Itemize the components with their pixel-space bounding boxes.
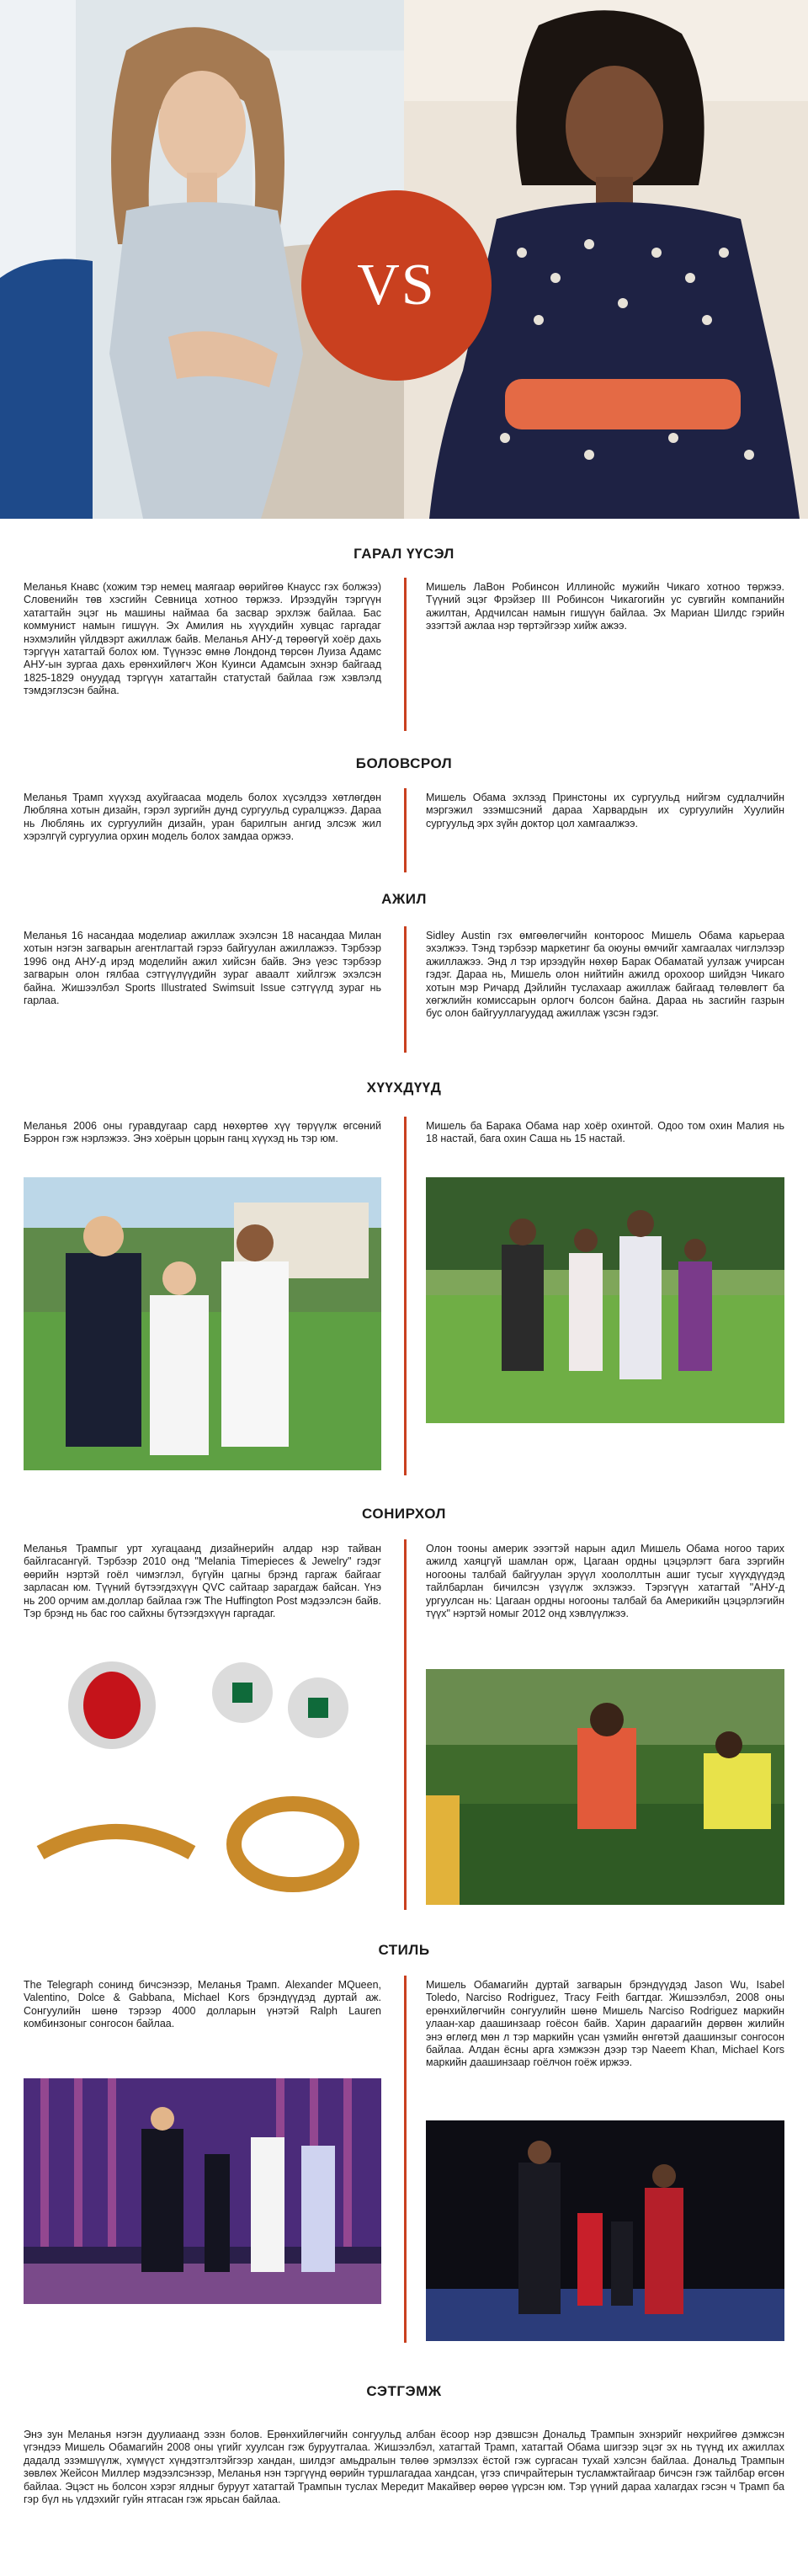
children-left-text: Меланья 2006 оны гуравдугаар сард нөхөртөө хүү төрүүлж өгсөний Бэррон гэж нэрлэжээ. Энэ хоёрын цорын ганц хүүхэд нь тэр юм. (24, 1120, 381, 1145)
section-divider (404, 578, 407, 731)
mindset-text: Энэ зун Меланья нэгэн дуулиаанд ээзн болов. Ерөнхийлөгчийн сонгуульд албан ёсоор нэр дэвшсэн Дональд Трампын эхнэрийг нөхрийгөө дэмжсэн үгэндээ Мишель Обамагийн 2008 оны үгийг хуулсан гэж буруутгалаа. Жишээлбэл, хатагтай Трамп, хатагтай Обама шигээр эцэг эх нь түүнд их ажиллах дадалд эзэмшүүлж, хүмүүст хүндэтгэлтэйгээр хандан, шилдэг амьдралын төлөө эрмэлзэх ёстой гэж сургасан тухай хэлсэн байлаа. Дональд Трампын зөвлөх Жейсон Миллер мэдээлсэнээр, Меланья нэн тэргүүнд өөрийн туршлагадаа хандсан, үгээ спичрайтерын тусламжтайгаар бичсэн гэж тайлбар өгсөн байлаа. Эцэст нь болсон хэрэг ялдныг буруут хатагтай Трампын туслах Мередит Макайвер өөрөө үүрсэн юм. Тэр үүний дараа халагдах гэсэн ч Трамп ба гэр бүл нь үлдэхийг гуйн ятгасан гэж ярьсан байлаа. (24, 2429, 784, 2506)
section-title-hobbies: СОНИРХОЛ (362, 1506, 446, 1522)
section-divider (404, 926, 407, 1053)
section-title-education: БОЛОВСРОЛ (355, 755, 453, 771)
photo-obama-family (426, 1177, 784, 1423)
section-title-origin: ГАРАЛ ҮҮСЭЛ (354, 546, 454, 562)
section-divider (404, 788, 407, 872)
work-left-text: Меланья 16 насандаа моделиар ажиллаж эхэлсэн 18 насандаа Милан хотын нэгэн загварын агентлагтай гэрээ байгуулан ажиллажээ. Тэрбээр 1996 онд АНУ-д ирэд моделийн ажил хийсэн байв. Энэ үеэс тэрбээр загварын олон гялбаа сэтгүүлүүдийн зураг аваалт хийлгэж эхэлсэн байна. Жишээлбэл Sports Illustrated Swimsuit Issue сэтгүүлд зураг нь гарлаа. (24, 930, 381, 1007)
education-right-text: Мишель Обама эхлээд Принстоны их сургуульд нийгэм судлалчийн мэргэжил эзэмшсэний дараа Харвардын их сургуулийн Хуулийн сургуульд эрх зүйн доктор цол хамгаалжээ. (426, 792, 784, 829)
education-left-text: Меланья Трамп хүүхэд ахуйгаасаа модель болох хүсэлдээ хөтлөгдөн Люблянa хотын дизайн, гэрэл зургийн дунд сургуульд суралцжээ. Дараа нь Люблянь их сургуулийн дизайн, уран барилгын ангид элсэж жил хэрэлгүй сургуулиа орхин модель болох замдаа оржээ. (24, 792, 381, 843)
photo-trump-stage (24, 2078, 381, 2304)
children-right-text: Мишель ба Барака Обама нар хоёр охинтой. Одоо том охин Малия нь 18 настай, бага охин Саша нь 15 настай. (426, 1120, 784, 1145)
vs-badge: VS (301, 190, 492, 381)
photo-obama-stage (426, 2120, 784, 2341)
origin-right-text: Мишель ЛаВон Робинсон Иллинойс мужийн Чикаго хотноо төржээ. Түүний эцэг Фрэйзер III Робинсон Чикагогийн ус сувгийн компанийн ажилтан, Ардчилсан намын гишүүн байлаа. Эх Мариан Шилдс гэрийн эзэгтэй ажлаа нэр төртэйгээр хийж ажээ. (426, 581, 784, 632)
photo-garden (426, 1669, 784, 1905)
style-left-text: The Telegraph сонинд бичсэнээр, Меланья Трамп. Alexander MQueen, Valentino, Dolce & Gabbana, Michael Kors брэндүүдэд дуртай аж. Сонгуулийн шөнө тэрээр 4000 долларын үнэтэй Ralph Lauren комбинзоныг сонгосон байлаа. (24, 1979, 381, 2030)
section-title-children: ХҮҮХДҮҮД (366, 1080, 442, 1096)
style-right-text: Мишель Обамагийн дуртай загварын брэндүүдэд Jason Wu, Isabel Toledo, Narciso Rodriguez, Tracy Feith багтдаг. Жишээлбэл, 2008 оны ерөнхийлөгчийн сонгуулийн шөнө Мишель Narciso Rodriguez маркийн улаан-хар даашинзаар гоёсон байв. Харин дараагийн дөрвөн жилийн энэ өглөгд мөн л тэр маркийн үсан үзмийн өнгөтэй даашинзыг сонгосон байлаа. Алдан ёсны арга хэмжээн дээр тэр Naeem Khan, Michael Kors маркийн даашинзаар гоёлчон гоёж иржээ. (426, 1979, 784, 2069)
section-title-mindset: СЭТГЭМЖ (366, 2383, 442, 2399)
origin-left-text: Меланья Кнавс (хожим тэр немец маягаар өөрийгөө Кнаусс гэх болжээ) Словенийн төв хэсгийн Севница хотноо төржээ. Ирээдүйн тэргүүн хатагтайн эцэг нь машины наймаа ба засвар эрхлэж байлаа. Бас коммунист намын гишүүн. Эх Амилия нь хүүхдийн хувцас гаргадаг нэхмэлийн үйлдвэрт ажиллаж байв. Меланья АНУ-д төрөөгүй хоёр дахь тэргүүн хатагтай болох юм. Түүнээс өмнө Лондонд төрсөн Луиза Адамс АНУ-ын зургаа дахь ерөнхийлөгч Жон Куинси Адамсын эхнэр байгаад 1825-1829 онуудад тэргүүн хатагтайн статустай байлаа гэж хэвлэлд тэмдэглэсэн байна. (24, 581, 381, 697)
photo-trump-family (24, 1177, 381, 1470)
section-divider (404, 1117, 407, 1475)
section-title-work: АЖИЛ (381, 891, 427, 907)
hobbies-left-text: Меланья Трампыг урт хугацаанд дизайнерийн алдар нэр тайван байлгасангүй. Тэрбээр 2010 онд "Melania Timepieces & Jewelry" гэдэг өөрийн нэртэй гоёл чимэглэл, бүгүйн цагны брэнд гаргаж байгааг зарласан юм. Түүний бүтээгдэхүүн QVC сайтаар зарагдаж байсан. Үнэ нь 200 орчим ам.доллар байлаа гэж The Huffington Post мэдээлсэн байв. Тэр брэнд нь бас гоо сайхны бүтээгдэхүүн гаргадаг. (24, 1543, 381, 1620)
work-right-text: Sidley Austin гэх өмгөөлөгчийн контороос Мишель Обама карьераа эхэлжээ. Тэнд тэрбээр маркетинг ба оюуны өмчийг хамгаалах чиглэлээр ажиллажээ. Энд л тэр ирээдүйн нөхөр Барак Обаматай уулзаж учирсан гэдэг. Дараа нь, Мишель олон нийтийн ажилд орохоор шийдэн Чикаго хотын мэр Ричард Дэйлийн туслахаар ажиллаж байгаад төлөвлөгт ба хөгжлийн комиссарын орлогч болсон байна. Дараа нь засгийн газрын бус олон байгууллагуудад ажиллаж үзсэн гэдэг. (426, 930, 784, 1020)
section-divider (404, 1976, 407, 2343)
hero-banner (0, 0, 808, 519)
photo-jewelry (24, 1651, 381, 1903)
hobbies-right-text: Олон тооны америк эээгтэй нарын адил Мишель Обама ногоо тарих ажилд хаяцгүй шамлан орж, Цагаан ордны цэцэрлэгт бага зэргийн ногооны талбай байгуулан эрүүл хоололлтын ашиг тусыг хүүхдүүдэд тайлбарлан бичилсэн үзүүлж эхлэжээ. Тэрэгүүн хатагтай "АНУ-д ургуулсан нь: Цагаан ордны ногооны талбай ба Америкийн цэцэрлэгийн түүх" нэртэй номыг 2012 онд хэвлүүлжээ. (426, 1543, 784, 1620)
section-divider (404, 1539, 407, 1910)
section-title-style: СТИЛЬ (378, 1942, 430, 1958)
